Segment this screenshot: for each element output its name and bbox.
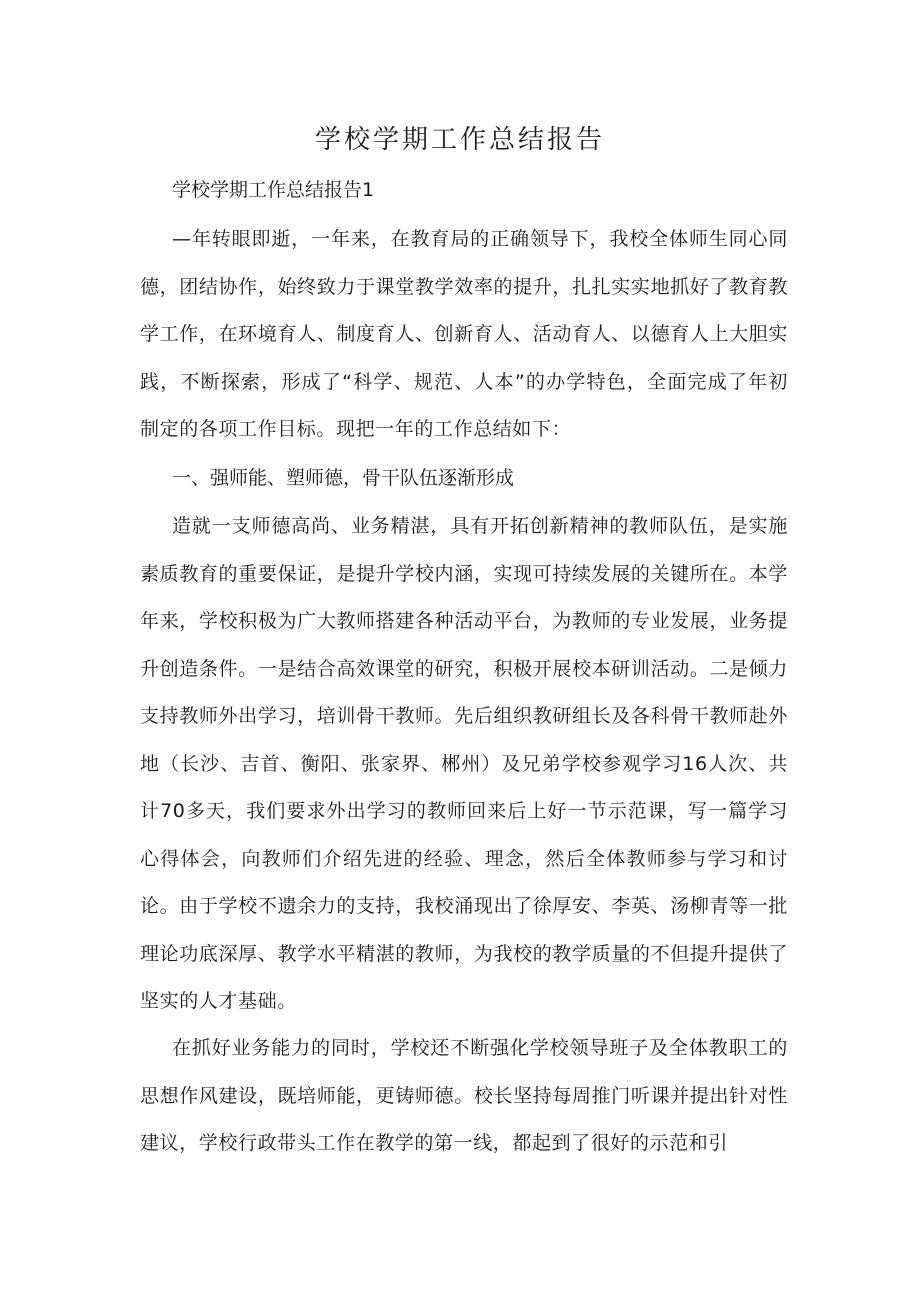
section-heading: 一、强师能、塑师德，骨干队伍逐渐形成 <box>172 467 515 489</box>
paragraph-ethics: 在抓好业务能力的同时，学校还不断强化学校领导班子及全体教职工的思想作风建设，既培师能，更铸师德。校长坚持每周推门听课并提出针对性建议，学校行政带头工作在教学的第一线，都起到了很好的示范和引 <box>140 1037 788 1154</box>
document-subtitle: 学校学期工作总结报告1 <box>172 179 375 201</box>
paragraph-teachers: 造就一支师德高尚、业务精湛，具有开拓创新精神的教师队伍，是实施素质教育的重要保证，是提升学校内涵，实现可持续发展的关键所在。本学年来，学校积极为广大教师搭建各种活动平台，为教师的专业发展，业务提升创造条件。一是结合高效课堂的研究，积极开展校本研训活动。二是倾力支持教师外出学习，培训骨干教师。先后组织教研组长及各科骨干教师赴外地（长沙、吉首、衡阳、张家界、郴州）及兄弟学校参观学习16人次、共计70多天，我们要求外出学习的教师回来后上好一节示范课，写一篇学习心得体会，向教师们介绍先进的经验、理念，然后全体教师参与学习和讨论。由于学校不遗余力的支持，我校涌现出了徐厚安、李英、汤柳青等一批理论功底深厚、教学水平精湛的教师，为我校的教学质量的不但提升提供了坚实的人才基础。 <box>140 515 788 1012</box>
paragraph-intro: —年转眼即逝，一年来，在教育局的正确领导下，我校全体师生同心同德，团结协作，始终致力于课堂教学效率的提升，扎扎实实地抓好了教育教学工作，在环境育人、制度育人、创新育人、活动育人、以德育人上大胆实践，不断探索，形成了“科学、规范、人本”的办学特色，全面完成了年初制定的各项工作目标。现把一年的工作总结如下： <box>140 228 788 440</box>
document-title: 学校学期工作总结报告 <box>314 125 605 155</box>
